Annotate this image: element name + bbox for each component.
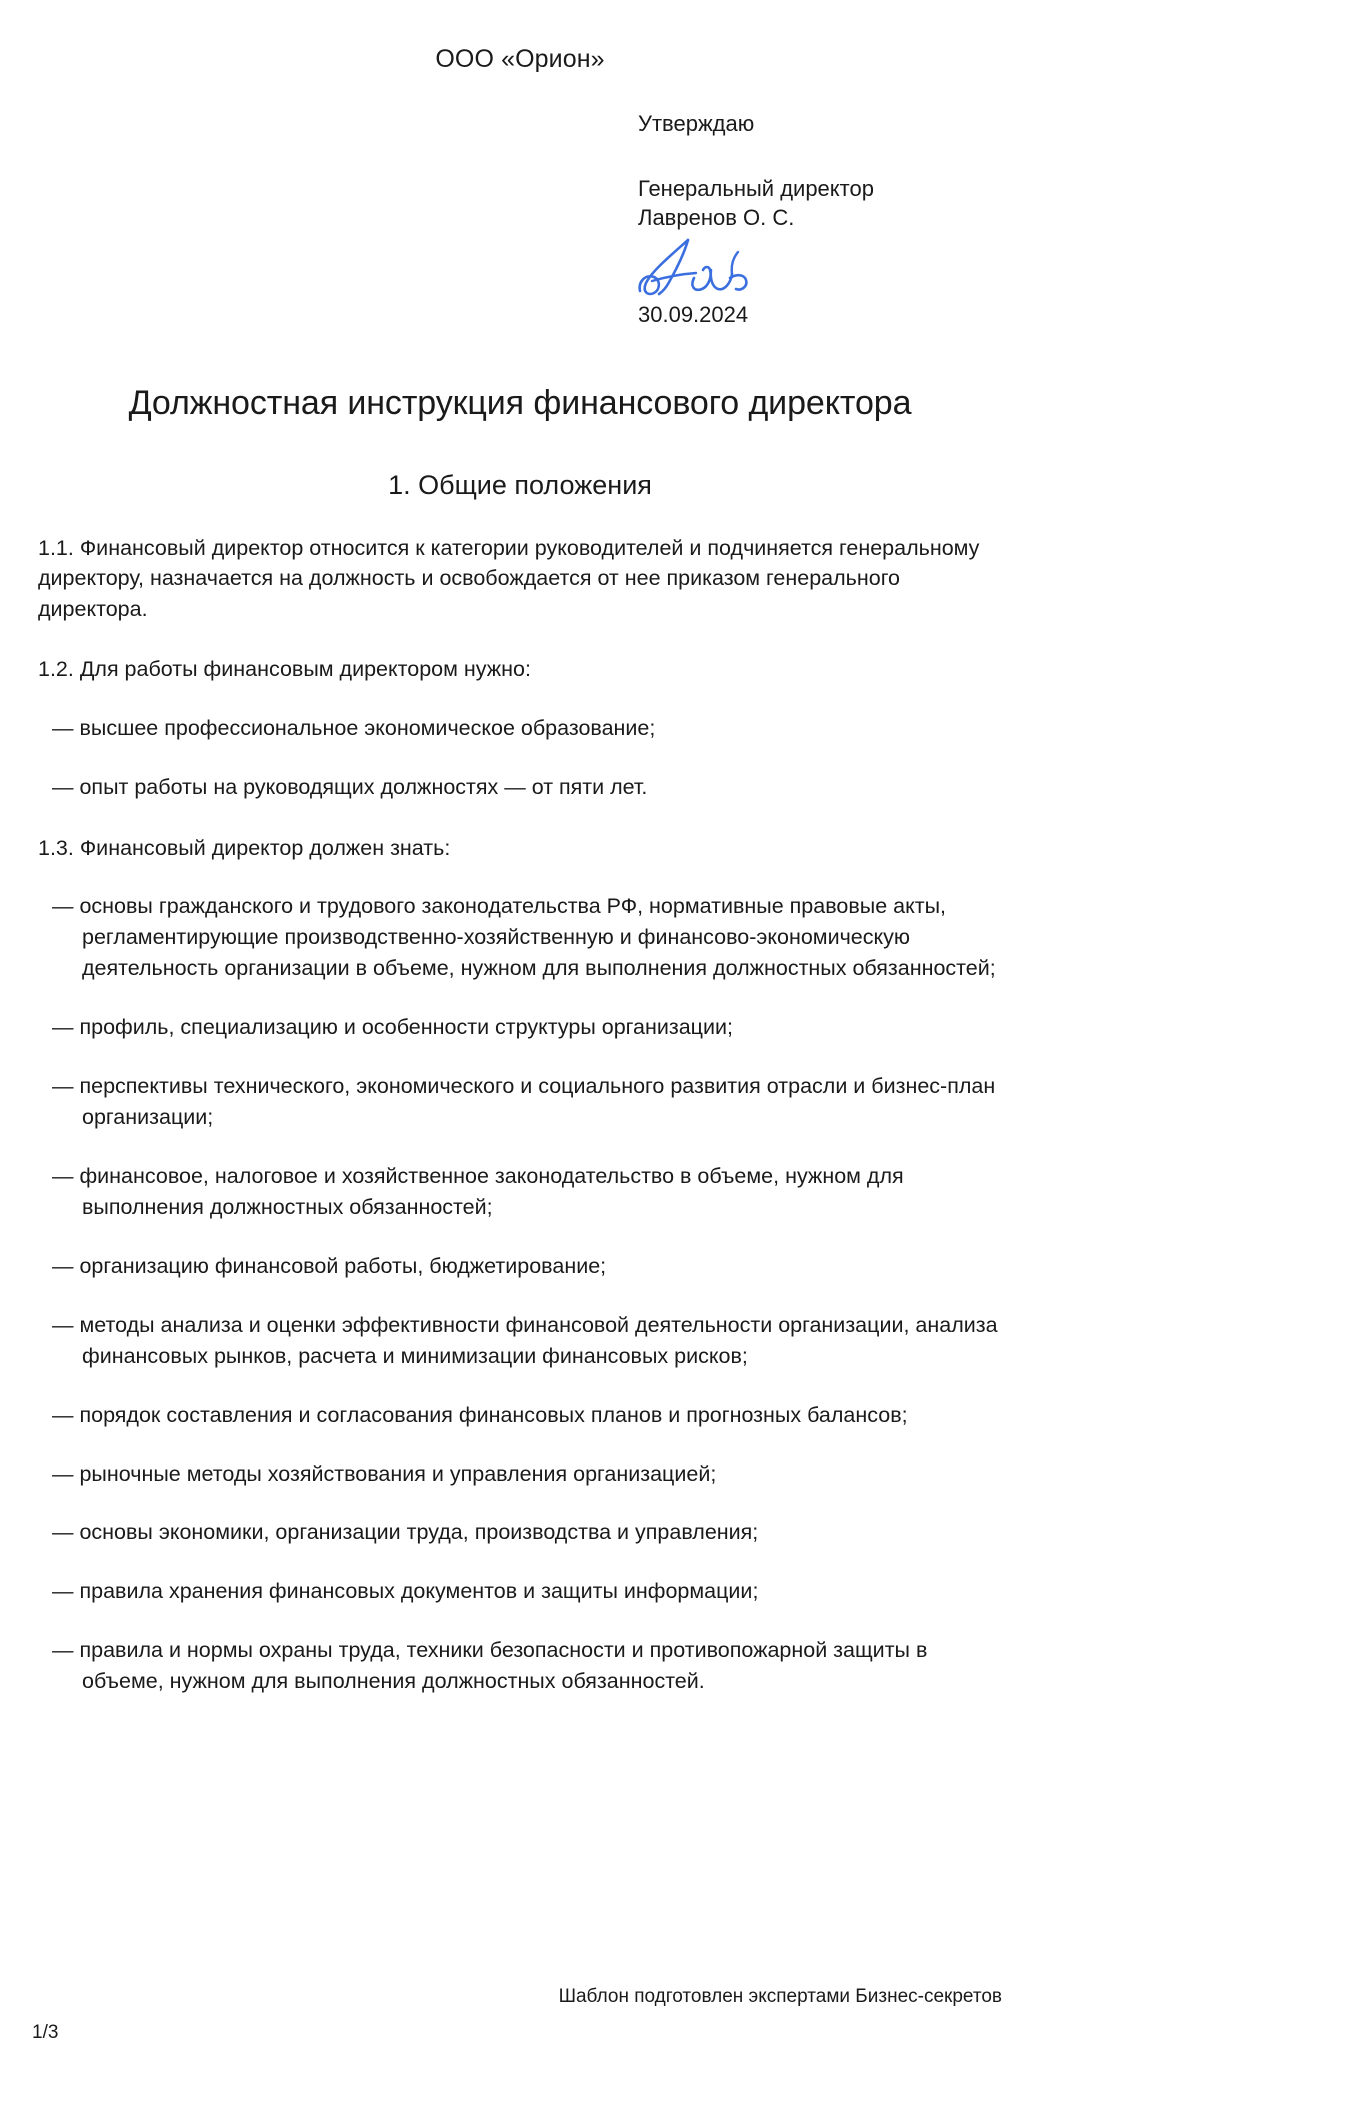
page-number: 1/3 (32, 2022, 59, 2043)
clause-1-2: 1.2. Для работы финансовым директором нужно: (38, 657, 531, 682)
footer-note: Шаблон подготовлен экспертами Бизнес-секретов (558, 1986, 1002, 2007)
list-item: — профиль, специализацию и особенности структуры организации; (52, 1014, 733, 1039)
list-item: — высшее профессиональное экономическое образование; (52, 715, 656, 740)
section-title: 1. Общие положения (388, 469, 652, 500)
approver-role: Генеральный директор (638, 176, 874, 202)
list-item: — методы анализа и оценки эффективности финансовой деятельности организации, анализа финансовых рынков, расчета и минимизации финансовых рисков; (52, 1312, 998, 1368)
approver-name: Лавренов О. С. (638, 205, 795, 231)
list-item: — финансовое, налоговое и хозяйственное законодательство в объеме, нужном для выполнения должностных обязанностей; (52, 1163, 904, 1219)
approval-block (38, 109, 1002, 329)
page-title: Должностная инструкция финансового директора (128, 384, 912, 423)
clause-1-2-list (38, 713, 1002, 803)
approval-word: Утверждаю (638, 111, 755, 137)
approval-date: 30.09.2024 (638, 302, 749, 328)
signature-image (632, 234, 1002, 300)
list-item: — правила и нормы охраны труда, техники безопасности и противопожарной защиты в объеме, нужном для выполнения должностных обязанностей. (52, 1638, 928, 1694)
list-item: — правила хранения финансовых документов и защиты информации; (52, 1579, 759, 1604)
list-item: — организацию финансовой работы, бюджетирование; (52, 1253, 607, 1278)
organization-name: ООО «Орион» (435, 45, 605, 73)
list-item: — опыт работы на руководящих должностях — от пяти лет. (52, 774, 648, 799)
list-item: — перспективы технического, экономического и социального развития отрасли и бизнес-план организации; (52, 1073, 996, 1129)
list-item: — порядок составления и согласования финансовых планов и прогнозных балансов; (52, 1402, 908, 1427)
list-item: — основы экономики, организации труда, производства и управления; (52, 1520, 759, 1545)
clause-1-3: 1.3. Финансовый директор должен знать: (38, 835, 451, 860)
clause-1-1: 1.1. Финансовый директор относится к категории руководителей и подчиняется генеральному директору, назначается на должность и освобождается от нее приказом генерального директора. (38, 535, 980, 621)
list-item: — рыночные методы хозяйствования и управления организацией; (52, 1461, 717, 1486)
list-item: — основы гражданского и трудового законодательства РФ, нормативные правовые акты, регламентирующие производственно-хозяйственную и финансово-экономическую деятельность организации в объеме, нужном для выполнения должностных обязанностей; (52, 894, 996, 980)
clause-1-3-list (38, 891, 1002, 1697)
